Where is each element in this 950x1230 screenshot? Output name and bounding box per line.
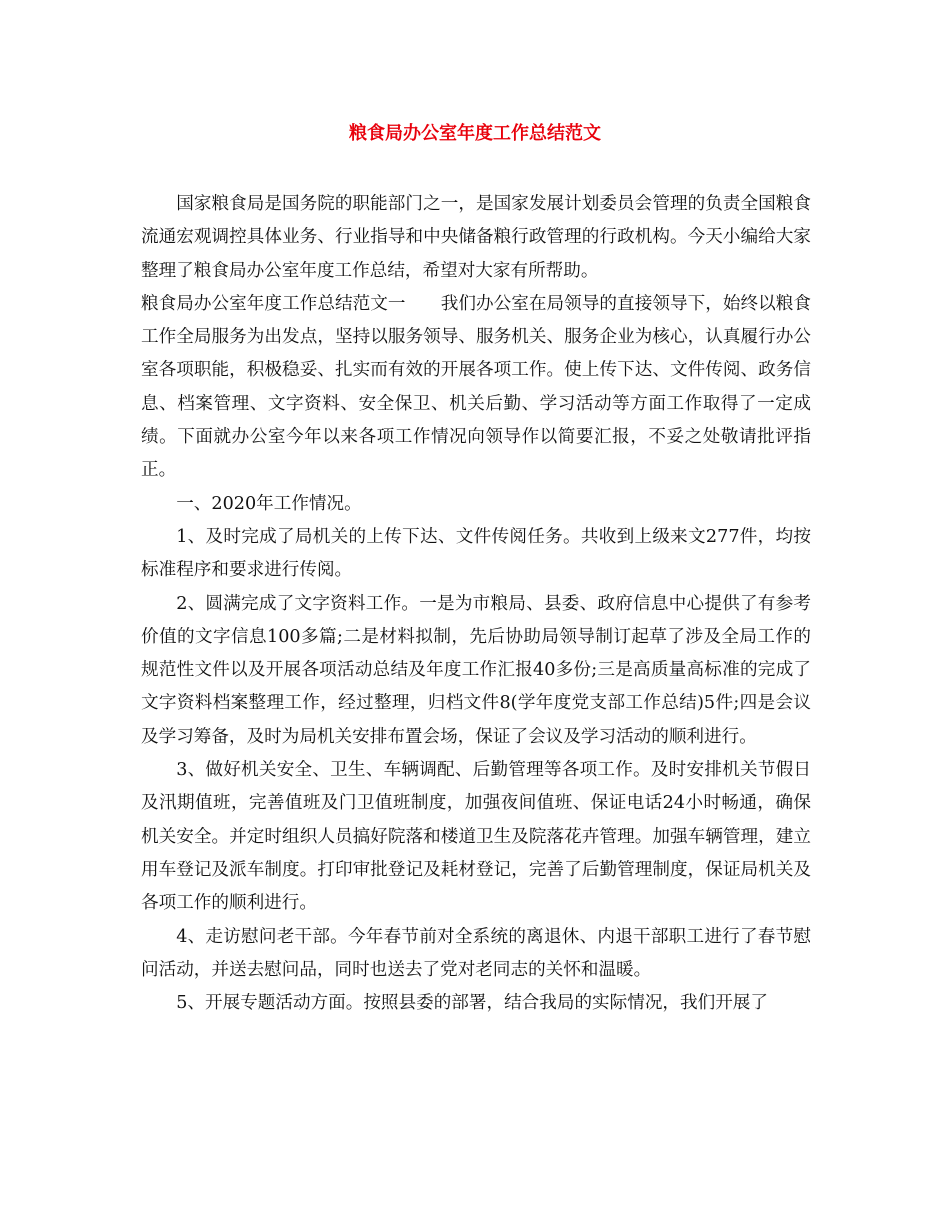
- list-item: 3、做好机关安全、卫生、车辆调配、后勤管理等各项工作。及时安排机关节假日及汛期值班，完善值班及门卫值班制度，加强夜间值班、保证电话24小时畅通，确保机关安全。并定时组织人员搞好院落和楼道卫生及院落花卉管理。加强车辆管理，建立用车登记及派车制度。打印审批登记及耗材登记，完善了后勤管理制度，保证局机关及各项工作的顺利进行。: [141, 760, 811, 914]
- subtitle-paragraph: [141, 288, 811, 488]
- list-item: 1、及时完成了局机关的上传下达、文件传阅任务。共收到上级来文277件，均按标准程序和要求进行传阅。: [141, 526, 811, 581]
- list-item: 2、圆满完成了文字资料工作。一是为市粮局、县委、政府信息中心提供了有参考价值的文字信息100多篇;二是材料拟制，先后协助局领导制订起草了涉及全局工作的规范性文件以及开展各项活动总结及年度工作汇报40多份;三是高质量高标准的完成了文字资料档案整理工作，经过整理，归档文件8(学年度党支部工作总结)5件;四是会议及学习筹备，及时为局机关安排布置会场，保证了会议及学习活动的顺利进行。: [141, 593, 811, 747]
- document-body: [141, 188, 811, 1020]
- list-item: 5、开展专题活动方面。按照县委的部署，结合我局的实际情况，我们开展了: [176, 993, 768, 1014]
- list-item: 4、走访慰问老干部。今年春节前对全系统的离退休、内退干部职工进行了春节慰问活动，并送去慰问品，同时也送去了党对老同志的关怀和温暖。: [141, 926, 811, 980]
- subtitle-body: 我们办公室在局领导的直接领导下，始终以粮食工作全局服务为出发点，坚持以服务领导、服务机关、服务企业为核心，认真履行办公室各项职能，积极稳妥、扎实而有效的开展各项工作。使上传下达、文件传阅、政务信息、档案管理、文字资料、安全保卫、机关后勤、学习活动等方面工作取得了一定成绩。下面就办公室今年以来各项工作情况向领导作以简要汇报，不妥之处敬请批评指正。: [141, 293, 811, 481]
- subtitle-heading: 粮食局办公室年度工作总结范文一: [141, 293, 406, 314]
- section-heading: 一、2020年工作情况。: [176, 493, 362, 514]
- document-title: 粮食局办公室年度工作总结范文: [349, 123, 601, 144]
- intro-paragraph: 国家粮食局是国务院的职能部门之一，是国家发展计划委员会管理的负责全国粮食流通宏观调控具体业务、行业指导和中央储备粮行政管理的行政机构。今天小编给大家整理了粮食局办公室年度工作总结，希望对大家有所帮助。: [141, 194, 811, 281]
